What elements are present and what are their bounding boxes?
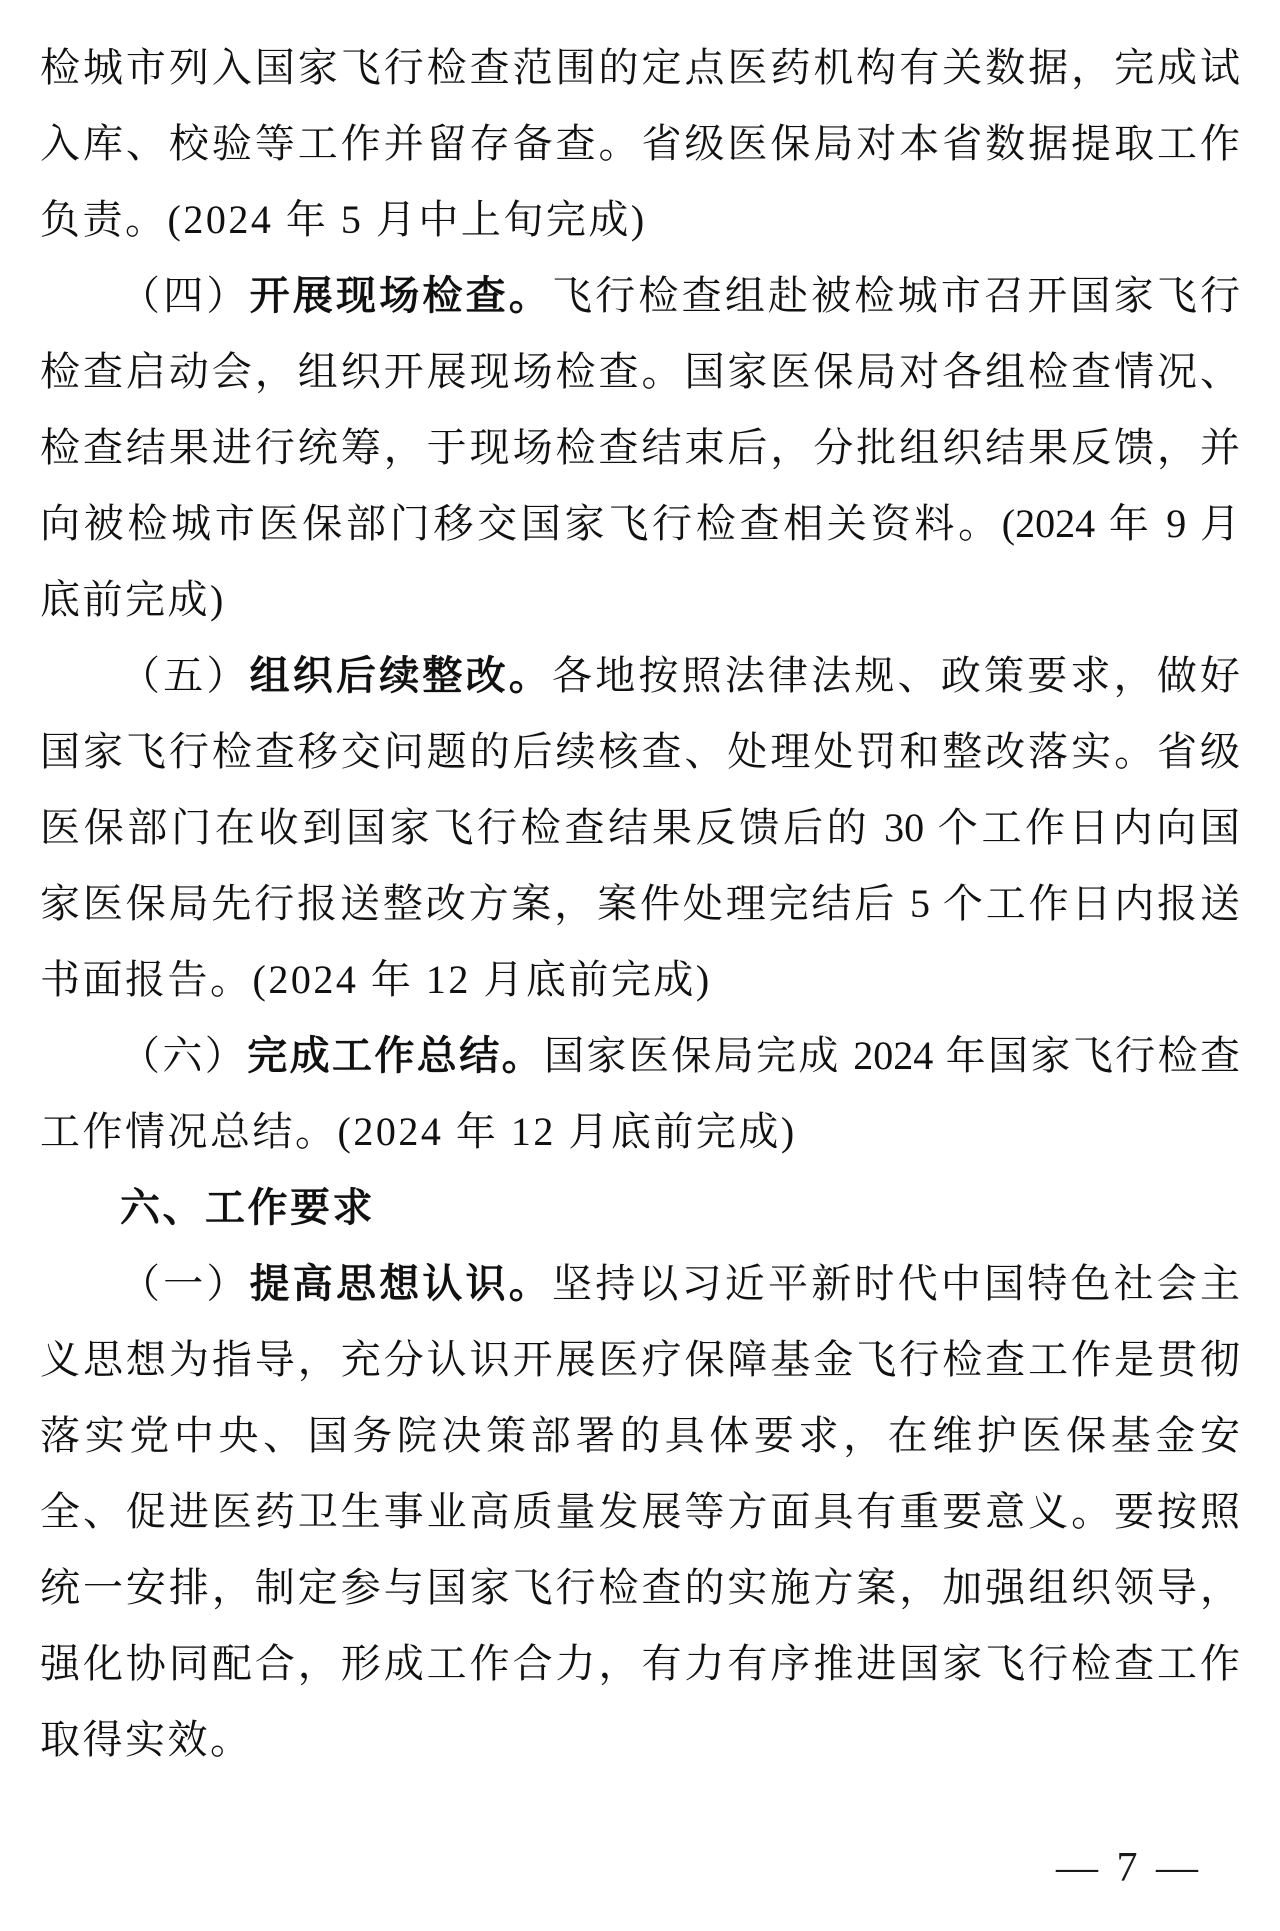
body-text: 检查启动会，组织开展现场检查。国家医保局对各组检查情况、	[40, 349, 1240, 394]
body-text: 取得实效。	[40, 1717, 253, 1762]
body-text: 国家医保局完成 2024 年国家飞行检查	[544, 1033, 1241, 1078]
document-line	[40, 942, 1240, 1018]
body-text: 检查结果进行统筹，于现场检查结束后，分批组织结果反馈，并	[40, 425, 1240, 470]
document-line	[40, 1702, 1240, 1778]
document-line	[40, 1170, 1240, 1246]
page-number: — 7 —	[1056, 1845, 1202, 1891]
document-line	[40, 790, 1240, 866]
body-text: 检城市列入国家飞行检查范围的定点医药机构有关数据，完成试	[40, 45, 1240, 90]
document-line	[40, 1626, 1240, 1702]
document-line	[40, 486, 1240, 562]
paragraph-subhead: 组织后续整改。	[249, 653, 553, 698]
document-line	[40, 714, 1240, 790]
body-text: 义思想为指导，充分认识开展医疗保障基金飞行检查工作是贯彻	[40, 1337, 1240, 1382]
body-text: 强化协同配合，形成工作合力，有力有序推进国家飞行检查工作	[40, 1641, 1240, 1686]
document-body	[40, 30, 1240, 1778]
document-line	[40, 866, 1240, 942]
body-text: 各地按照法律法规、政策要求，做好	[552, 653, 1241, 698]
document-line	[40, 1550, 1240, 1626]
body-text: 飞行检查组赴被检城市召开国家飞行	[552, 273, 1241, 318]
body-text: 底前完成)	[40, 577, 226, 622]
document-line	[40, 1322, 1240, 1398]
paragraph-subhead: 提高思想认识。	[249, 1261, 553, 1306]
body-text: 入库、校验等工作并留存备查。省级医保局对本省数据提取工作	[40, 121, 1240, 166]
body-text: 落实党中央、国务院决策部署的具体要求，在维护医保基金安	[40, 1413, 1240, 1458]
document-line	[40, 1398, 1240, 1474]
document-line	[40, 1018, 1240, 1094]
body-text: 负责。(2024 年 5 月中上旬完成)	[40, 197, 647, 242]
body-text: （四）	[120, 273, 250, 318]
section-heading: 六、工作要求	[120, 1186, 375, 1230]
body-text: 医保部门在收到国家飞行检查结果反馈后的 30 个工作日内向国	[40, 805, 1240, 850]
document-line	[40, 106, 1240, 182]
body-text: （六）	[120, 1033, 248, 1078]
body-text: （一）	[120, 1261, 250, 1306]
body-text: 全、促进医药卫生事业高质量发展等方面具有重要意义。要按照	[40, 1489, 1240, 1534]
document-line	[40, 1094, 1240, 1170]
document-line	[40, 1246, 1240, 1322]
paragraph-subhead: 开展现场检查。	[249, 273, 553, 318]
document-line	[40, 410, 1240, 486]
body-text: 坚持以习近平新时代中国特色社会主	[552, 1261, 1241, 1306]
body-text: 国家飞行检查移交问题的后续核查、处理处罚和整改落实。省级	[40, 729, 1240, 774]
body-text: 向被检城市医保部门移交国家飞行检查相关资料。(2024 年 9 月	[40, 501, 1240, 546]
paragraph-subhead: 完成工作总结。	[247, 1033, 545, 1078]
body-text: 统一安排，制定参与国家飞行检查的实施方案，加强组织领导，	[40, 1565, 1240, 1610]
body-text: 家医保局先行报送整改方案，案件处理完结后 5 个工作日内报送	[40, 881, 1240, 926]
document-line	[40, 562, 1240, 638]
document-line	[40, 182, 1240, 258]
document-line	[40, 258, 1240, 334]
document-line	[40, 334, 1240, 410]
body-text: 书面报告。(2024 年 12 月底前完成)	[40, 957, 712, 1002]
body-text: （五）	[120, 653, 250, 698]
body-text: 工作情况总结。(2024 年 12 月底前完成)	[40, 1109, 797, 1154]
document-line	[40, 30, 1240, 106]
document-line	[40, 638, 1240, 714]
document-line	[40, 1474, 1240, 1550]
